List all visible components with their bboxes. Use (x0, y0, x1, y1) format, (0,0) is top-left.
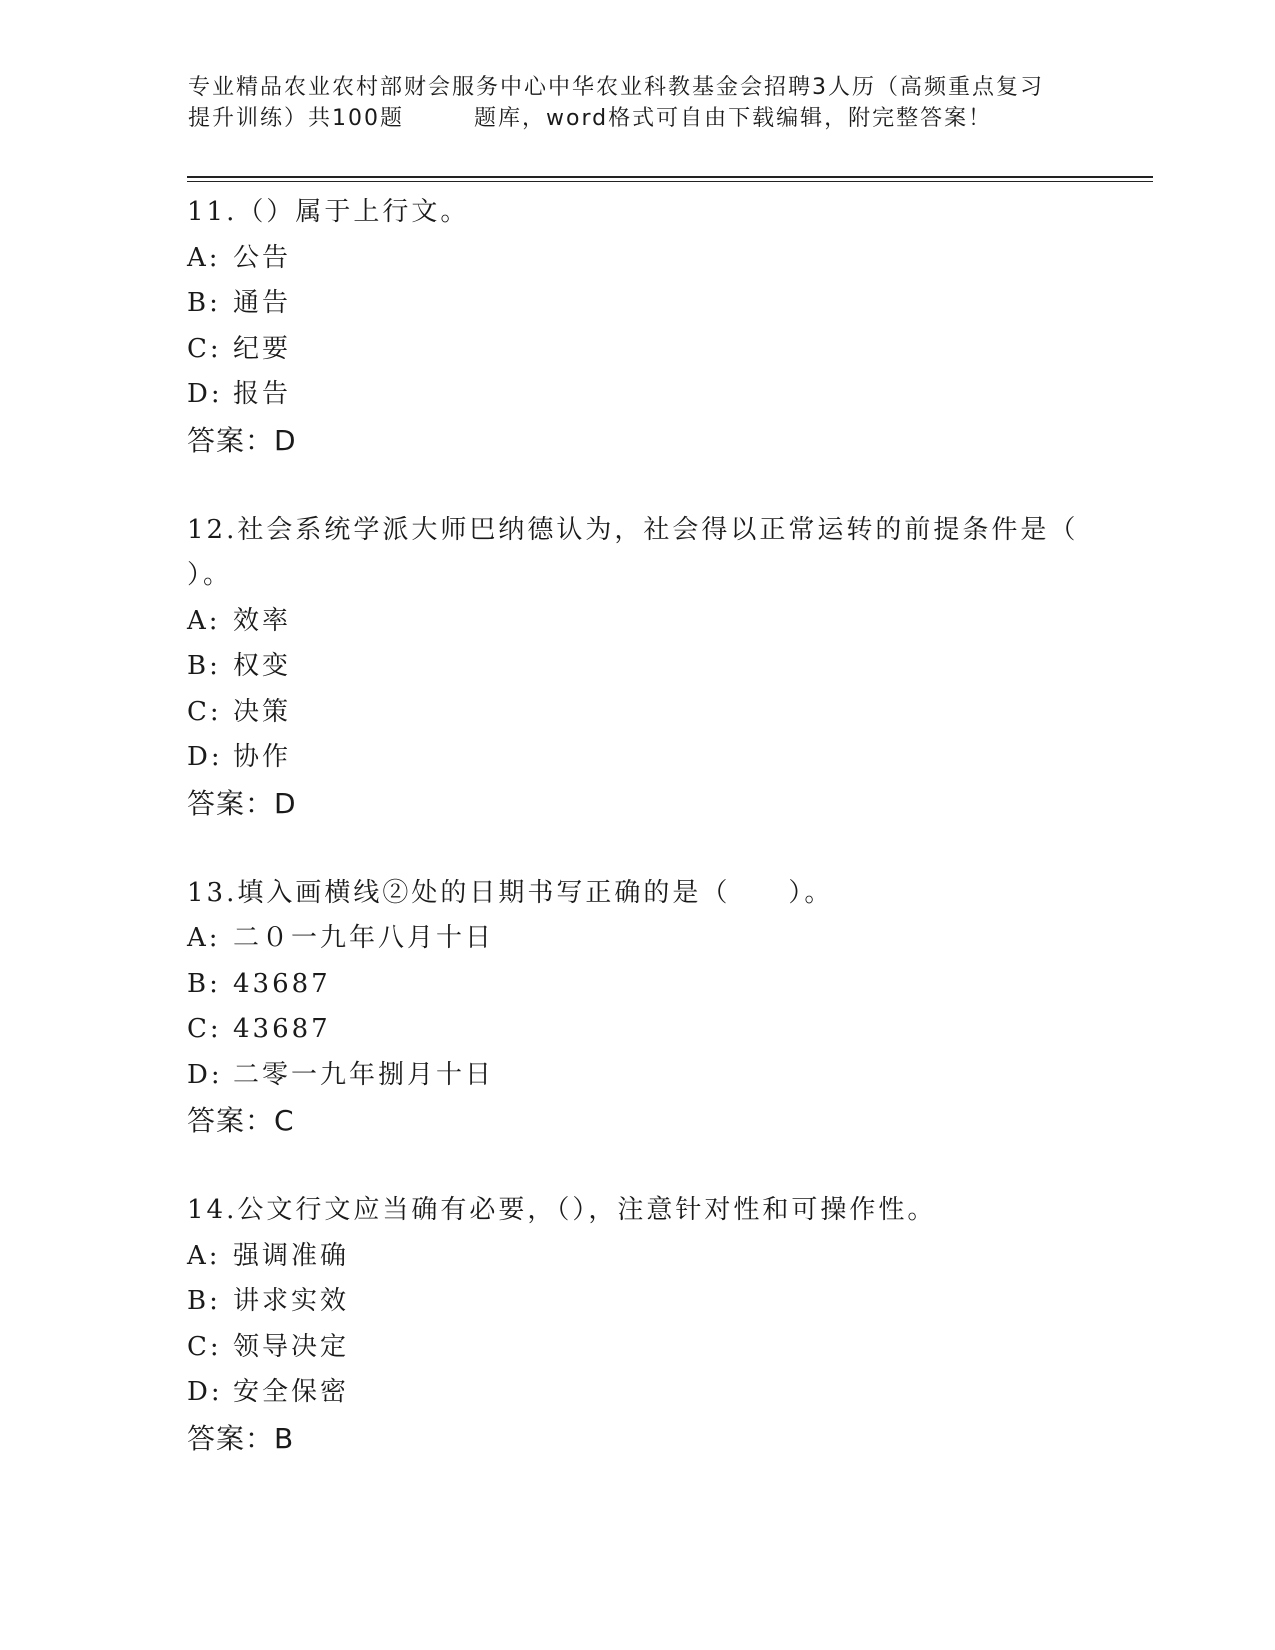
question-item (187, 1188, 1147, 1462)
option-b (187, 962, 1147, 1008)
answer-line: 答案：D (187, 423, 297, 457)
question-item (187, 871, 1147, 1145)
question-text: 13.填入画横线②处的日期书写正确的是（ ）。 (187, 877, 834, 908)
option-a (187, 916, 1147, 962)
option-label: D: (187, 742, 223, 772)
question-text: 14.公文行文应当确有必要，（），注意针对性和可操作性。 (187, 1195, 937, 1225)
option-text: 效率 (233, 605, 292, 636)
option-a (187, 236, 1147, 282)
option-label: C: (187, 1331, 222, 1362)
option-label: D: (187, 1059, 223, 1090)
option-label: A: (187, 605, 221, 636)
option-text: 领导决定 (233, 1331, 350, 1362)
question-item (187, 190, 1147, 464)
option-d (187, 1053, 1147, 1099)
option-text: 43687 (233, 968, 331, 999)
option-text: 安全保密 (233, 1377, 350, 1407)
option-text: 二零一九年捌月十日 (233, 1059, 495, 1090)
option-label: D: (187, 1377, 223, 1407)
option-text: 通告 (233, 288, 292, 318)
question-text: 11.（）属于上行文。 (187, 197, 470, 227)
header-divider (187, 176, 1153, 182)
answer-line: 答案：B (187, 1421, 295, 1455)
option-label: A: (187, 1240, 221, 1271)
option-a (187, 1234, 1147, 1280)
option-b (187, 644, 1147, 690)
option-label: C: (187, 333, 222, 364)
option-d (187, 1370, 1147, 1416)
option-label: B: (187, 651, 221, 681)
option-label: C: (187, 696, 222, 727)
option-label: A: (187, 923, 221, 953)
option-text: 43687 (233, 1014, 331, 1044)
header-line-2-end: 题库，word格式可自由下载编辑，附完整答案！ (474, 106, 993, 131)
option-d (187, 735, 1147, 781)
option-c (187, 1325, 1147, 1371)
option-c (187, 327, 1147, 373)
option-b (187, 1279, 1147, 1325)
option-label: B: (187, 1286, 221, 1316)
question-list (187, 190, 1147, 1506)
option-text: 二０一九年八月十日 (233, 923, 495, 953)
document-header (188, 72, 1108, 134)
option-label: B: (187, 288, 221, 318)
option-text: 协作 (233, 742, 292, 772)
option-label: D: (187, 379, 223, 409)
header-line-2-start: 提升训练）共100题 (188, 106, 404, 131)
option-text: 权变 (233, 651, 292, 681)
answer-line: 答案：D (187, 786, 297, 820)
option-text: 公告 (233, 242, 292, 273)
option-text: 报告 (233, 379, 292, 409)
option-d (187, 372, 1147, 418)
header-line-2 (188, 103, 1108, 134)
option-label: C: (187, 1014, 222, 1044)
option-text: 决策 (233, 696, 292, 727)
option-label: A: (187, 242, 221, 273)
option-c (187, 690, 1147, 736)
option-b (187, 281, 1147, 327)
option-text: 纪要 (233, 333, 292, 364)
option-text: 讲求实效 (233, 1286, 350, 1316)
header-line-1: 专业精品农业农村部财会服务中心中华农业科教基金会招聘3人历（高频重点复习 (188, 75, 1044, 100)
question-item (187, 508, 1147, 827)
option-c (187, 1007, 1147, 1053)
option-a (187, 599, 1147, 645)
option-text: 强调准确 (233, 1240, 350, 1271)
answer-line: 答案：C (187, 1104, 295, 1137)
option-label: B: (187, 968, 221, 999)
question-text: 12.社会系统学派大师巴纳德认为，社会得以正常运转的前提条件是（ ）。 (187, 514, 1079, 590)
